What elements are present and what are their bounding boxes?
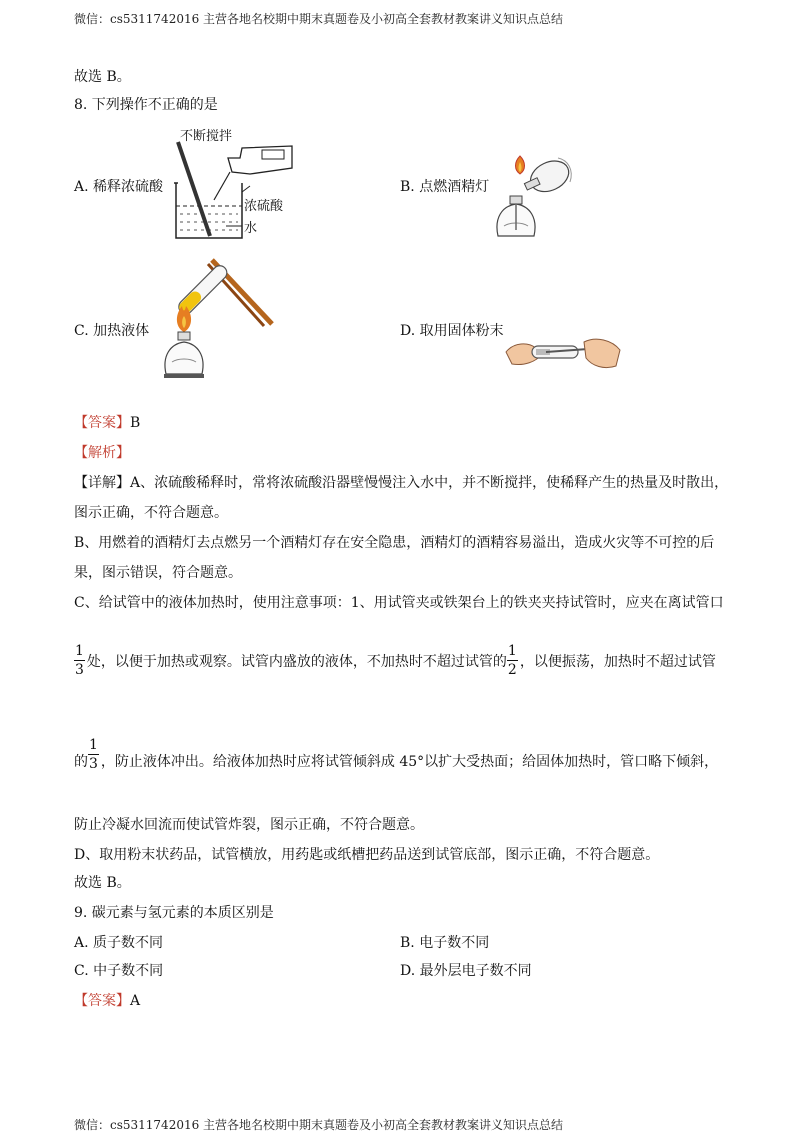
fig-a-stir-label: 不断搅拌 bbox=[180, 129, 233, 144]
analysis-tag: 【解析】 bbox=[74, 445, 130, 461]
detail-b-line1: B、用燃着的酒精灯去点燃另一个酒精灯存在安全隐患，酒精灯的酒精容易溢出，造成火灾等不可控的后 bbox=[74, 535, 715, 551]
answer-tag: 【答案】 bbox=[74, 415, 130, 431]
q8-option-b: B. 点燃酒精灯 bbox=[400, 179, 490, 195]
fraction-one-third: $\frac{1}{3}$ bbox=[75, 643, 84, 678]
detail-a-text: A、浓硫酸稀释时，常将浓硫酸沿器壁慢慢注入水中，并不断搅拌，使稀释产生的热量及时散出， bbox=[130, 475, 729, 491]
page-header: 微信：cs5311742016 主营各地名校期中期末真题卷及小初高全套教材教案讲义知识点总结 bbox=[74, 12, 564, 26]
detail-c-line3 bbox=[74, 738, 718, 771]
q9-option-b: B. 电子数不同 bbox=[400, 935, 490, 951]
figure-b-light-lamp bbox=[488, 148, 578, 240]
answer-tag-q9: 【答案】 bbox=[74, 993, 130, 1009]
fig-a-acid-label: 浓硫酸 bbox=[244, 199, 284, 214]
q9-answer-row bbox=[74, 990, 140, 1010]
q8-option-d: D. 取用固体粉末 bbox=[400, 323, 504, 339]
detail-c-line1: C、给试管中的液体加热时，使用注意事项：1、用试管夹或铁架台上的铁夹夹持试管时，应夹在离试管口 bbox=[74, 595, 724, 611]
fig-a-water-label: 水 bbox=[244, 221, 258, 236]
detail-a-line1 bbox=[74, 472, 728, 492]
q8-conclusion: 故选 B。 bbox=[74, 875, 131, 891]
q9-answer: A bbox=[130, 993, 141, 1009]
detail-c-line2 bbox=[74, 644, 716, 677]
q8-option-a: A. 稀释浓硫酸 bbox=[74, 179, 164, 195]
detail-tag: 【详解】 bbox=[74, 475, 130, 491]
figure-d-take-powder bbox=[506, 332, 622, 380]
q8-option-c: C. 加热液体 bbox=[74, 323, 150, 339]
q9-stem: 9. 碳元素与氢元素的本质区别是 bbox=[74, 905, 274, 921]
previous-conclusion: 故选 B。 bbox=[74, 69, 131, 85]
detail-c-text-3a: 的 bbox=[74, 754, 88, 770]
q8-answer: B bbox=[130, 415, 141, 431]
figure-c-heat-liquid bbox=[160, 254, 280, 382]
detail-a-line2: 图示正确，不符合题意。 bbox=[74, 505, 228, 521]
detail-c-text-2a: 处，以便于加热或观察。试管内盛放的液体，不加热时不超过试管的 bbox=[86, 653, 507, 670]
q8-answer-row bbox=[74, 412, 140, 432]
figure-a-dilute-acid bbox=[170, 128, 300, 243]
detail-c-text-3b: ，防止液体冲出。给液体加热时应将试管倾斜成 45°以扩大受热面；给固体加热时，管口略下倾斜， bbox=[100, 754, 719, 770]
detail-c-text-2b: ，以便振荡，加热时不超过试管 bbox=[519, 653, 716, 670]
fraction-one-half: $\frac{1}{2}$ bbox=[507, 643, 517, 678]
fraction-one-third-b: $\frac{1}{3}$ bbox=[89, 737, 98, 772]
q8-stem: 8. 下列操作不正确的是 bbox=[74, 97, 218, 113]
detail-d-line: D、取用粉末状药品，试管横放，用药匙或纸槽把药品送到试管底部，图示正确，不符合题意。 bbox=[74, 847, 660, 863]
detail-c-line4: 防止冷凝水回流而使试管炸裂，图示正确，不符合题意。 bbox=[74, 817, 424, 833]
q9-option-c: C. 中子数不同 bbox=[74, 963, 164, 979]
page-footer: 微信：cs5311742016 主营各地名校期中期末真题卷及小初高全套教材教案讲义知识点总结 bbox=[74, 1118, 564, 1132]
q9-option-d: D. 最外层电子数不同 bbox=[400, 963, 532, 979]
detail-b-line2: 果，图示错误，符合题意。 bbox=[74, 565, 242, 581]
q9-option-a: A. 质子数不同 bbox=[74, 935, 164, 951]
